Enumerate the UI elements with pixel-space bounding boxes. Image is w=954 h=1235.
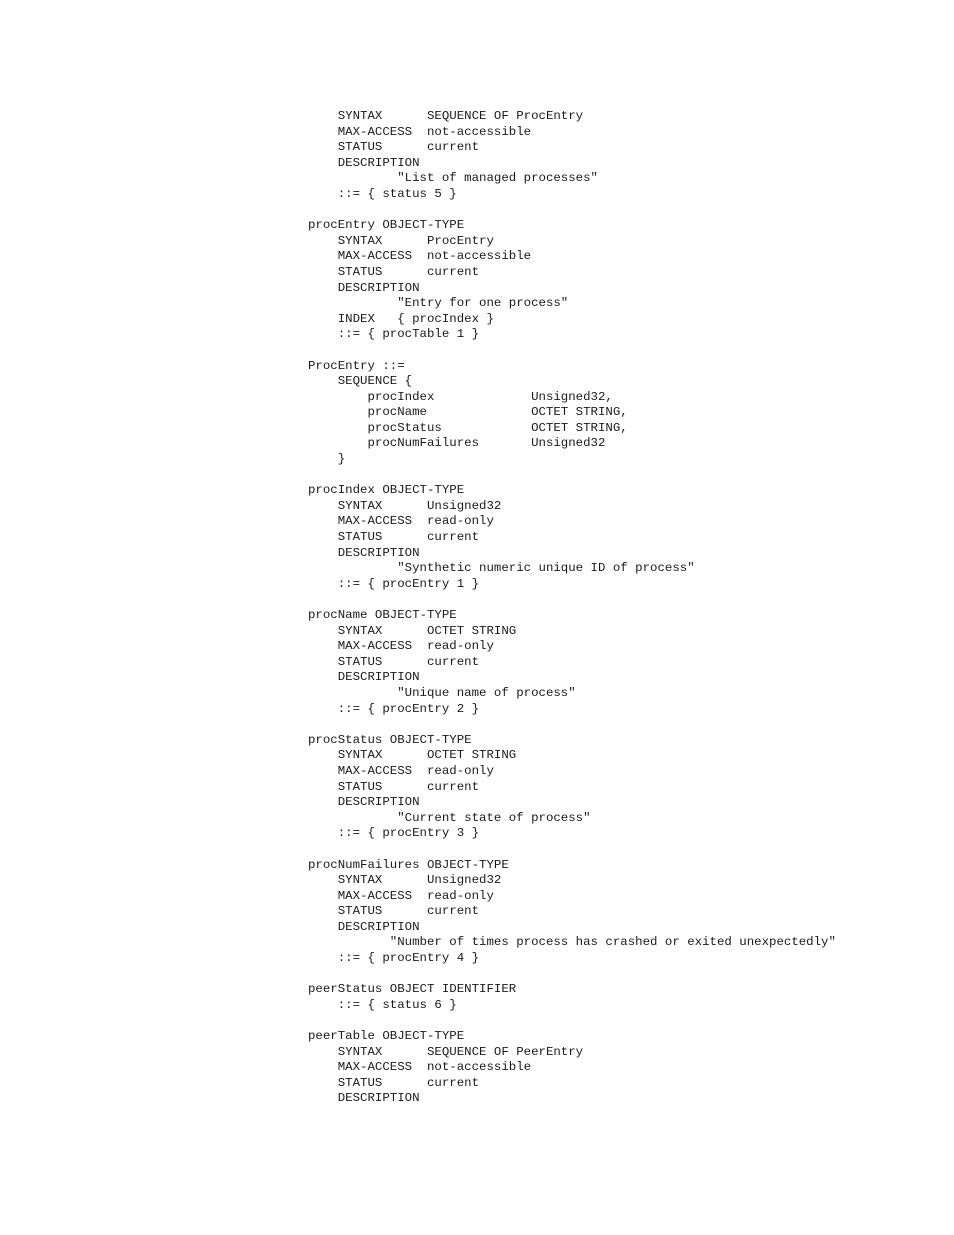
blank-line (308, 592, 836, 608)
code-line: SYNTAX SEQUENCE OF PeerEntry (308, 1044, 584, 1059)
code-line: SYNTAX OCTET STRING (308, 748, 517, 763)
code-line: SYNTAX SEQUENCE OF ProcEntry (308, 109, 584, 123)
code-line: ::= { status 5 } (308, 186, 457, 201)
code-line: MAX-ACCESS not-accessible (308, 249, 532, 264)
code-line: ::= { procEntry 3 } (308, 826, 480, 841)
code-line: ProcEntry ::= (308, 358, 405, 373)
code-line: procName OBJECT-TYPE (308, 608, 457, 622)
code-line: procNumFailures Unsigned32 (308, 436, 606, 451)
code-line: INDEX { procIndex } (308, 311, 494, 326)
code-line: "Number of times process has crashed or exited unexpectedly" (308, 935, 836, 950)
code-line: SYNTAX OCTET STRING (308, 623, 517, 638)
code-line: procEntry OBJECT-TYPE (308, 218, 465, 233)
blank-line (308, 468, 836, 484)
code-line: peerStatus OBJECT IDENTIFIER (308, 982, 517, 997)
code-line: MAX-ACCESS not-accessible (308, 1060, 532, 1075)
code-line: "Unique name of process" (308, 685, 576, 700)
code-line: ::= { procEntry 4 } (308, 951, 480, 966)
code-line: SEQUENCE { (308, 374, 413, 389)
code-line: procStatus OBJECT-TYPE (308, 732, 472, 747)
code-line: procName OCTET STRING, (308, 405, 628, 420)
code-line: procIndex Unsigned32, (308, 389, 613, 404)
code-line: DESCRIPTION (308, 155, 420, 170)
code-line: procIndex OBJECT-TYPE (308, 483, 465, 498)
code-line: MAX-ACCESS read-only (308, 888, 494, 903)
code-line: procNumFailures OBJECT-TYPE (308, 857, 509, 872)
code-line: MAX-ACCESS not-accessible (308, 124, 532, 139)
code-line: MAX-ACCESS read-only (308, 639, 494, 654)
blank-line (308, 842, 836, 858)
blank-line (308, 1013, 836, 1029)
code-line: procStatus OCTET STRING, (308, 420, 628, 435)
code-line: ::= { procEntry 2 } (308, 701, 480, 716)
code-line: STATUS current (308, 264, 480, 279)
blank-line (308, 343, 836, 359)
code-line: "Synthetic numeric unique ID of process" (308, 561, 695, 576)
code-line: peerTable OBJECT-TYPE (308, 1029, 465, 1044)
code-line: } (308, 452, 346, 467)
code-line: MAX-ACCESS read-only (308, 763, 494, 778)
code-line: DESCRIPTION (308, 1091, 420, 1106)
blank-line (308, 717, 836, 733)
code-line: SYNTAX Unsigned32 (308, 873, 502, 888)
code-line: DESCRIPTION (308, 545, 420, 560)
code-line: "Current state of process" (308, 810, 591, 825)
code-line: STATUS current (308, 140, 480, 155)
code-line: ::= { status 6 } (308, 997, 457, 1012)
code-line: "List of managed processes" (308, 171, 598, 186)
code-line: DESCRIPTION (308, 670, 420, 685)
blank-line (308, 203, 836, 219)
code-line: STATUS current (308, 654, 480, 669)
code-line: "Entry for one process" (308, 296, 569, 311)
code-line: STATUS current (308, 1075, 480, 1090)
code-line: STATUS current (308, 904, 480, 919)
code-line: STATUS current (308, 530, 480, 545)
code-line: MAX-ACCESS read-only (308, 514, 494, 529)
code-line: ::= { procEntry 1 } (308, 576, 480, 591)
code-line: STATUS current (308, 779, 480, 794)
code-line: DESCRIPTION (308, 795, 420, 810)
code-line: SYNTAX ProcEntry (308, 233, 494, 248)
code-line: DESCRIPTION (308, 280, 420, 295)
code-line: SYNTAX Unsigned32 (308, 498, 502, 513)
code-line: ::= { procTable 1 } (308, 327, 480, 342)
mib-definition-listing (308, 109, 836, 1107)
blank-line (308, 967, 836, 983)
code-line: DESCRIPTION (308, 919, 420, 934)
